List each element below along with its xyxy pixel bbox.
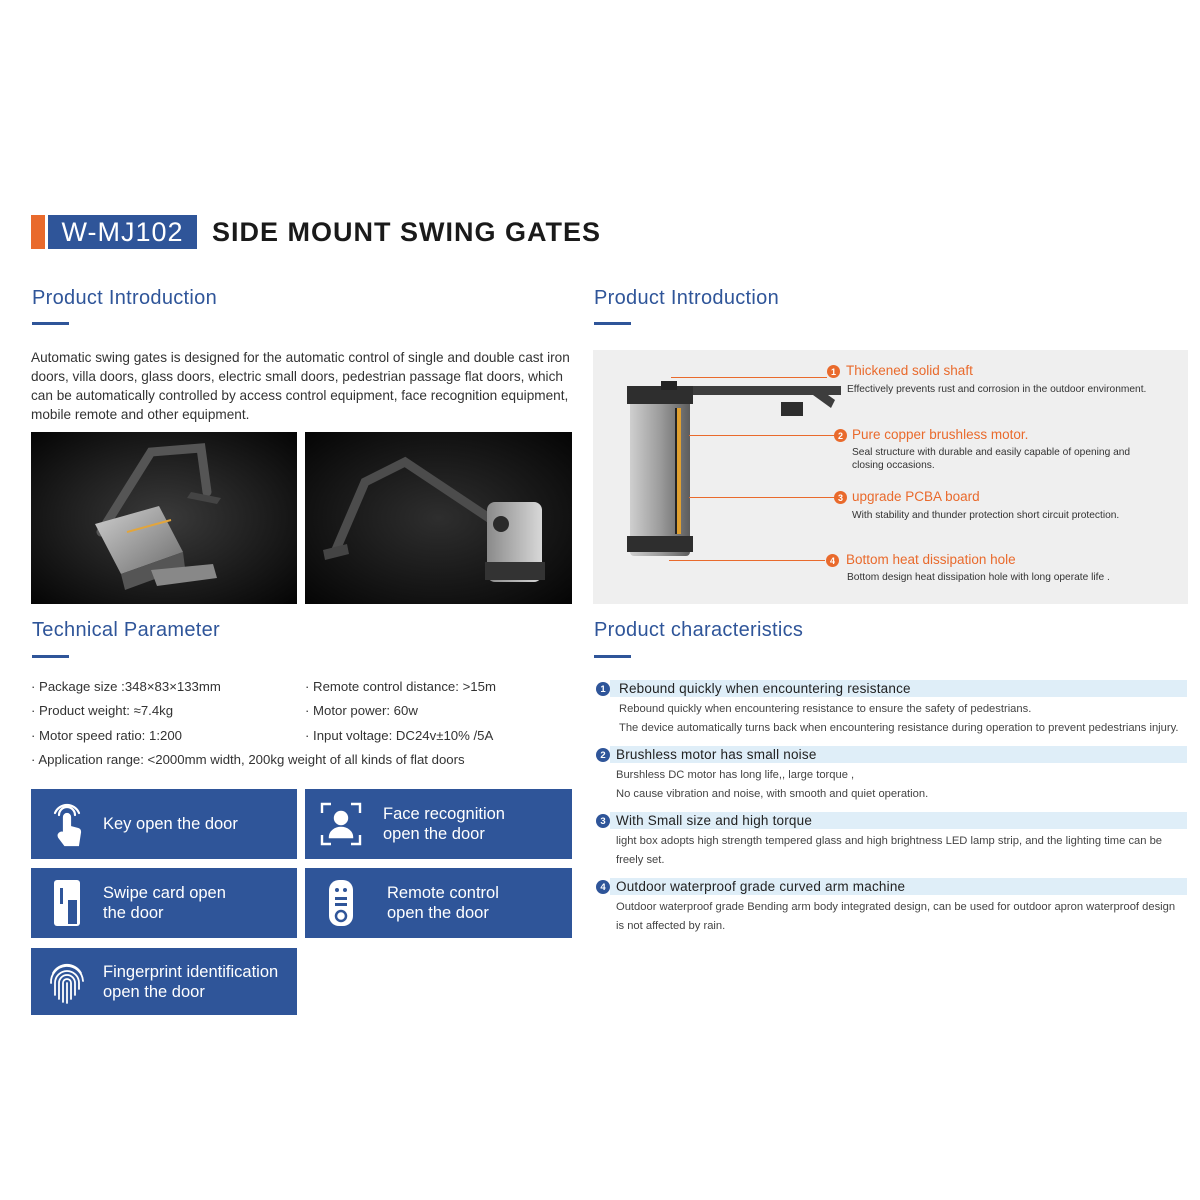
leader-line [669, 560, 825, 561]
page-title: SIDE MOUNT SWING GATES [212, 217, 602, 247]
char-title: Outdoor waterproof grade curved arm machine [616, 879, 906, 894]
product-photo-2 [305, 432, 572, 604]
method-label: Swipe card open the door [103, 884, 226, 922]
remote-icon [319, 878, 363, 928]
param-package-size: · Package size :348×83×133mm [31, 679, 221, 694]
feature-number: 1 [827, 365, 840, 378]
char-title: Brushless motor has small noise [616, 747, 817, 762]
param-speed-ratio: · Motor speed ratio: 1:200 [31, 728, 183, 743]
card-icon [45, 878, 89, 928]
char-number: 3 [596, 814, 610, 828]
param-application-range: · Application range: <2000mm width, 200kg weight of all kinds of flat doors [31, 752, 465, 767]
char-number: 2 [596, 748, 610, 762]
product-photo-1 [31, 432, 297, 604]
feature-title: upgrade PCBA board [852, 489, 980, 504]
method-tile-remote [305, 868, 572, 938]
method-label: Fingerprint identification open the door [103, 962, 279, 1001]
feature-diagram [593, 350, 1188, 604]
feature-number: 2 [834, 429, 847, 442]
char-title: Rebound quickly when encountering resistance [619, 681, 911, 696]
char-desc: Burshless DC motor has long life,, large torque , [616, 769, 855, 781]
intro-heading-right: Product Introduction [594, 287, 779, 309]
leader-line [671, 377, 827, 378]
heading-underline [594, 322, 631, 325]
method-tile-face [305, 789, 572, 859]
gate-opener-illustration [623, 378, 843, 558]
face-scan-icon [319, 799, 363, 849]
char-desc: freely set. [616, 854, 665, 866]
char-desc: Rebound quickly when encountering resistance to ensure the safety of pedestrians. [619, 703, 1032, 715]
leader-line [689, 497, 835, 498]
char-heading: Product characteristics [594, 619, 804, 641]
char-desc: is not affected by rain. [616, 920, 726, 932]
char-desc: Outdoor waterproof grade Bending arm body integrated design, can be used for outdoor apron waterproof design [616, 901, 1176, 913]
feature-desc: With stability and thunder protection short circuit protection. [852, 510, 1120, 521]
feature-title: Thickened solid shaft [846, 363, 973, 378]
method-label: Face recognition open the door [383, 805, 505, 843]
method-tile-fingerprint [31, 948, 297, 1015]
feature-title: Bottom heat dissipation hole [846, 552, 1016, 567]
char-number: 4 [596, 880, 610, 894]
leader-line [689, 435, 835, 436]
char-title: With Small size and high torque [616, 813, 813, 828]
intro-heading-left: Product Introduction [32, 287, 217, 309]
char-desc: The device automatically turns back when encountering resistance during operation to prevent pedestrians injury. [619, 722, 1179, 734]
param-weight: · Product weight: ≈7.4kg [31, 703, 174, 718]
title-accent-bar [31, 215, 45, 249]
method-label: Remote control open the door [387, 884, 499, 922]
touch-icon [45, 799, 89, 849]
tech-heading: Technical Parameter [32, 619, 221, 641]
param-input-voltage: · Input voltage: DC24v±10% /5A [305, 728, 494, 743]
method-tile-key [31, 789, 297, 859]
char-desc: light box adopts high strength tempered glass and high brightness LED lamp strip, and the lighting time can be [616, 835, 1163, 847]
method-tile-card [31, 868, 297, 938]
feature-number: 4 [826, 554, 839, 567]
char-number: 1 [596, 682, 610, 696]
intro-text: Automatic swing gates is designed for the automatic control of single and double cast iron doors, villa doors, glass doors, electric small doors, pedestrian passage flat doors, which can be automatically controlled by access control equipment, face recognition equipment, mobile remote and other equipment. [31, 350, 570, 422]
model-badge: W-MJ102 [48, 215, 197, 249]
param-remote-distance: · Remote control distance: >15m [305, 679, 496, 694]
feature-title: Pure copper brushless motor. [852, 427, 1029, 442]
heading-underline [32, 322, 69, 325]
fingerprint-icon [45, 957, 89, 1007]
feature-desc: Effectively prevents rust and corrosion in the outdoor environment. [847, 384, 1147, 395]
feature-desc: Seal structure with durable and easily capable of opening and closing occasions. [852, 447, 1131, 471]
heading-underline [594, 655, 631, 658]
method-label: Key open the door [103, 815, 238, 833]
param-motor-power: · Motor power: 60w [305, 703, 418, 718]
char-desc: No cause vibration and noise, with smooth and quiet operation. [616, 788, 929, 800]
feature-desc: Bottom design heat dissipation hole with long operate life . [847, 572, 1110, 583]
heading-underline [32, 655, 69, 658]
feature-number: 3 [834, 491, 847, 504]
